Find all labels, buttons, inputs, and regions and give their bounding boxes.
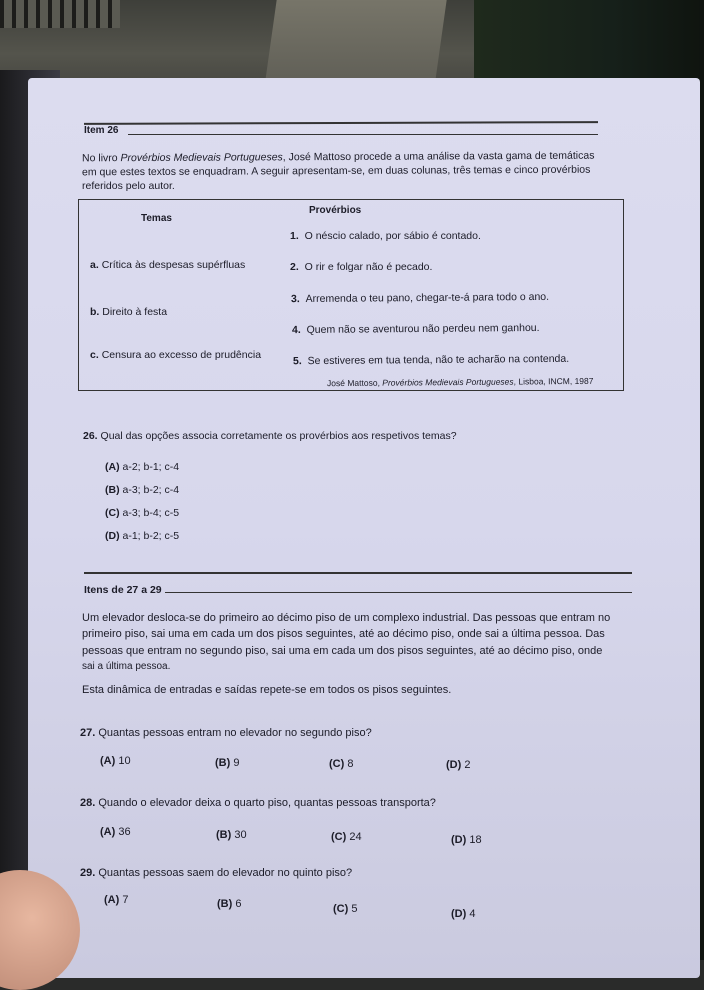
elevator-para-line2: primeiro piso, sai uma em cada um dos pisos seguintes, até ao décimo piso, onde sai a última pessoa. Das (82, 628, 605, 640)
q26-prompt: 26. Qual das opções associa corretamente os provérbios aos respetivos temas? (83, 430, 457, 442)
q27-option-d[interactable]: (D) 2 (446, 759, 471, 771)
q29-option-d[interactable]: (D) 4 (451, 908, 476, 920)
proverbio-3: 3. Arremenda o teu pano, chegar-te-á para todo o ano. (290, 290, 550, 306)
elevator-para-line3: pessoas que entram no segundo piso, sai uma em cada um dos pisos seguintes, até ao décimo piso, onde (82, 645, 603, 657)
tema-c: c. Censura ao excesso de prudência (90, 349, 262, 361)
q26-option-d[interactable]: (D) a-1; b-2; c-5 (105, 530, 180, 542)
col-temas-header: Temas (141, 213, 172, 224)
item26-intro-line1: No livro Provérbios Medievais Portugueses, José Mattoso procede a uma análise da vasta gama de temáticas (81, 149, 595, 165)
item26-intro-line2: em que estes textos se enquadram. A seguir apresentam-se, em duas colunas, três temas e cinco provérbios (81, 163, 591, 179)
items27-29-top-rule (84, 572, 632, 574)
q28-option-b[interactable]: (B) 30 (216, 829, 247, 841)
proverbio-5: 5. Se estiveres em tua tenda, não te acharão na contenda. (292, 352, 570, 368)
q27-option-a[interactable]: (A) 10 (100, 755, 131, 767)
q29-prompt: 29. Quantas pessoas saem do elevador no quinto piso? (80, 867, 353, 879)
elevator-para-line4: sai a última pessoa. (82, 661, 171, 672)
item26-header-rule (128, 134, 598, 135)
item26-header: Item 26 (84, 125, 119, 136)
elevator-para-line1: Um elevador desloca-se do primeiro ao décimo piso de um complexo industrial. Das pessoas que entram no (82, 612, 611, 624)
q28-option-d[interactable]: (D) 18 (451, 834, 482, 846)
q28-prompt: 28. Quando o elevador deixa o quarto piso, quantas pessoas transporta? (80, 797, 436, 809)
elevator-para-line5: Esta dinâmica de entradas e saídas repete-se em todos os pisos seguintes. (82, 684, 452, 696)
q27-prompt: 27. Quantas pessoas entram no elevador no segundo piso? (80, 727, 372, 739)
q27-option-c[interactable]: (C) 8 (329, 758, 354, 770)
q26-option-b[interactable]: (B) a-3; b-2; c-4 (105, 484, 180, 496)
q29-option-c[interactable]: (C) 5 (333, 903, 358, 915)
tema-a: a. Crítica às despesas supérfluas (90, 259, 246, 271)
source-citation: José Mattoso, Provérbios Medievais Portugueses, Lisboa, INCM, 1987 (326, 375, 594, 389)
q28-option-c[interactable]: (C) 24 (331, 831, 362, 843)
q29-option-a[interactable]: (A) 7 (104, 894, 129, 906)
tema-b: b. Direito à festa (90, 306, 168, 318)
proverbio-4: 4. Quem não se aventurou não perdeu nem ganhou. (291, 321, 540, 337)
q28-option-a[interactable]: (A) 36 (100, 826, 131, 838)
items27-29-header-rule (165, 592, 632, 593)
q27-option-b[interactable]: (B) 9 (215, 757, 240, 769)
proverbio-1: 1. O néscio calado, por sábio é contado. (290, 230, 481, 242)
col-proverbios-header: Provérbios (309, 205, 362, 216)
background-fence (0, 0, 120, 28)
q26-option-a[interactable]: (A) a-2; b-1; c-4 (105, 461, 180, 473)
items27-29-header: Itens de 27 a 29 (84, 584, 162, 596)
proverbio-2: 2. O rir e folgar não é pecado. (290, 261, 433, 273)
q29-option-b[interactable]: (B) 6 (217, 898, 242, 910)
q26-option-c[interactable]: (C) a-3; b-4; c-5 (105, 507, 180, 519)
item26-intro-line3: referidos pelo autor. (82, 180, 175, 192)
